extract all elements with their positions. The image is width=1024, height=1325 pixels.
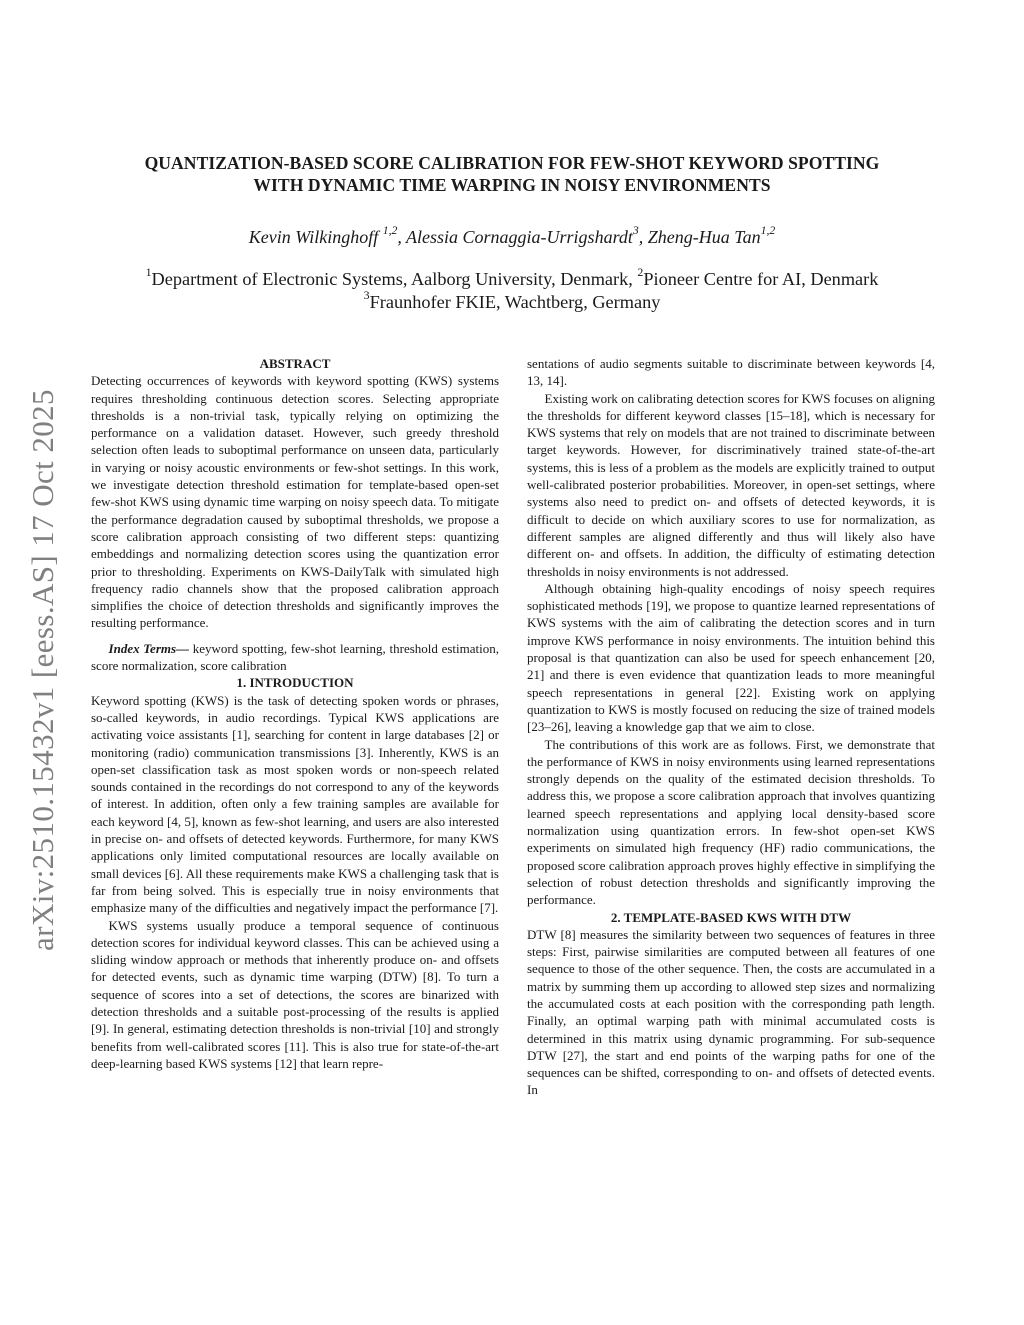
affiliation-text: Fraunhofer FKIE, Wachtberg, Germany [369, 292, 661, 312]
right-column [527, 355, 935, 1099]
affiliations [80, 265, 944, 314]
paper-title-line-1: QUANTIZATION-BASED SCORE CALIBRATION FOR FEW-SHOT KEYWORD SPOTTING [144, 153, 880, 173]
introduction-heading: 1. INTRODUCTION [236, 675, 354, 691]
author-name: Kevin Wilkinghoff [248, 227, 383, 247]
author-name: Zheng-Hua Tan [647, 227, 761, 247]
abstract-paragraph: Detecting occurrences of keywords with keyword spotting (KWS) systems requires thresholding continuous detection scores. Selecting appropriate thresholds is a non-trivial task, typically relying on optimizing the performance on a validation dataset. However, such greedy threshold selection often leads to suboptimal performance on unseen data, particularly in varying or noisy acoustic environments or few-shot settings. In this work, we investigate detection threshold estimation for template-based open-set few-shot KWS using dynamic time warping on noisy speech data. To mitigate the performance degradation caused by suboptimal thresholds, we propose a score calibration approach consisting of two different steps: quantizing embeddings and normalizing detection scores using the quantization error prior to thresholding. Experiments on KWS-DailyTalk with simulated high frequency radio channels show that the proposed calibration approach simplifies the choice of detection thresholds and significantly improves the resulting performance. [91, 373, 499, 631]
body-paragraph: DTW [8] measures the similarity between two sequences of features in three steps: First, pairwise similarities are computed between all features of one sequence to those of the other sequence. Then, the costs are accumulated in a matrix by summing them up according to allowed step sizes and normalizing the accumulated costs at each position with the corresponding path length. Finally, an optimal warping path with minimal accumulated costs is determined in this matrix using dynamic programming. For sub-sequence DTW [27], the start and end points of the warping paths for one of the sequences can be shifted, corresponding to on- and offsets of detected events. In [527, 926, 935, 1098]
affiliation-line-1 [80, 265, 944, 291]
affiliation-text: Department of Electronic Systems, Aalborg University, Denmark, [151, 269, 638, 289]
index-terms [91, 640, 499, 675]
affiliation-mark: 2 [637, 265, 644, 280]
author-list [80, 226, 944, 248]
affiliation-line-2 [80, 288, 944, 314]
author-name: Alessia Cornaggia-Urrigshardt [406, 227, 633, 247]
body-paragraph: KWS systems usually produce a temporal sequence of continuous detection scores for individual keyword classes. This can be achieved using a sliding window approach or methods that inherently produce on- and offsets for detected events, such as dynamic time warping (DTW) [8]. To turn a sequence of scores into a set of detections, the scores are binarized with detection thresholds and a suitable post-processing of the results is applied [9]. In general, estimating detection thresholds is non-trivial [10] and strongly benefits from well-calibrated scores [11]. This is also true for state-of-the-art deep-learning based KWS systems [12] that learn repre- [91, 917, 499, 1071]
affiliation-text: Pioneer Centre for AI, Denmark [643, 269, 879, 289]
paper-title-line-2: WITH DYNAMIC TIME WARPING IN NOISY ENVIRONMENTS [253, 175, 771, 195]
body-paragraph: Although obtaining high-quality encodings of noisy speech requires sophisticated methods [19], we propose to quantize learned representations of KWS systems with the aim of calibrating the detection scores and in turn improve KWS performance in noisy environments. The intuition behind this proposal is that quantization can also be used for speech enhancement [20, 21] and there is even evidence that quantization leads to more meaningful speech representations in general [22]. Existing work on applying quantization to KWS is mostly focused on reducing the size of trained models [23–26], leaving a knowledge gap that we aim to close. [527, 580, 935, 735]
index-terms-label: Index Terms— [108, 640, 190, 656]
arxiv-sidebar-stamp [18, 355, 68, 985]
author-separator: , [397, 227, 407, 247]
body-paragraph: Existing work on calibrating detection scores for KWS focuses on aligning the thresholds for different keyword classes [15–18], which is necessary for KWS systems that rely on models that are not trained to discriminate between target keywords. However, for discriminatively trained state-of-the-art systems, this is less of a problem as the models are explicitly trained to output well-calibrated posterior probabilities. Moreover, in open-set settings, where systems also need to predict on- and offsets of detected keywords, it is difficult to decide on which auxiliary scores to use for normalization, as different samples are aligned differently and thus will likely also have different on- and offsets. In addition, the difficulty of estimating detection thresholds in noisy environments is not addressed. [527, 390, 935, 579]
paper-header [80, 152, 944, 314]
paper-title [80, 152, 944, 196]
author-affiliation-mark: 1,2 [382, 224, 398, 238]
author-affiliation-mark: 3 [632, 224, 639, 238]
affiliation-mark: 1 [145, 265, 152, 280]
index-terms-text: keyword spotting, few-shot learning, threshold estimation, score normalization, score calibration [91, 640, 499, 674]
left-column [91, 355, 499, 1072]
body-paragraph: The contributions of this work are as follows. First, we demonstrate that the performance of KWS in noisy environments using learned representations strongly depends on the quality of the estimated decision thresholds. To address this, we propose a score calibration approach that involves quantizing learned speech representations and applying local density-based score normalization using quantization errors. In few-shot open-set KWS experiments on simulated high frequency (HF) radio communications, the proposed score calibration approach proves highly effective in simplifying the selection of robust detection thresholds and significantly improving the performance. [527, 736, 935, 908]
body-paragraph: Keyword spotting (KWS) is the task of detecting spoken words or phrases, so-called keywords, in audio recordings. Typical KWS applications are activating voice assistants [1], searching for content in large databases [2] or monitoring (radio) communication transmissions [3]. Inherently, KWS is an open-set classification task as most spoken words or non-speech related sounds contained in the recordings do not correspond to any of the keywords of interest. In addition, often only a few training samples are available for each keyword [4, 5], known as few-shot learning, and users are also interested in precise on- and offsets of detected keywords. Furthermore, for many KWS applications only limited computational resources are locally available on small devices [6]. All these requirements make KWS a challenging task that is far from being solved. This is especially true in noisy environments that emphasize many of the difficulties and negatively impact the performance [7]. [91, 692, 499, 916]
arxiv-identifier: arXiv:2510.15432v1 [eess.AS] 17 Oct 2025 [25, 389, 60, 951]
section-2-heading: 2. TEMPLATE-BASED KWS WITH DTW [610, 909, 852, 925]
body-paragraph: sentations of audio segments suitable to discriminate between keywords [4, 13, 14]. [527, 356, 935, 389]
author-separator: , [638, 227, 648, 247]
affiliation-mark: 3 [363, 288, 370, 303]
author-affiliation-mark: 1,2 [760, 224, 776, 238]
abstract-heading: ABSTRACT [259, 356, 331, 371]
